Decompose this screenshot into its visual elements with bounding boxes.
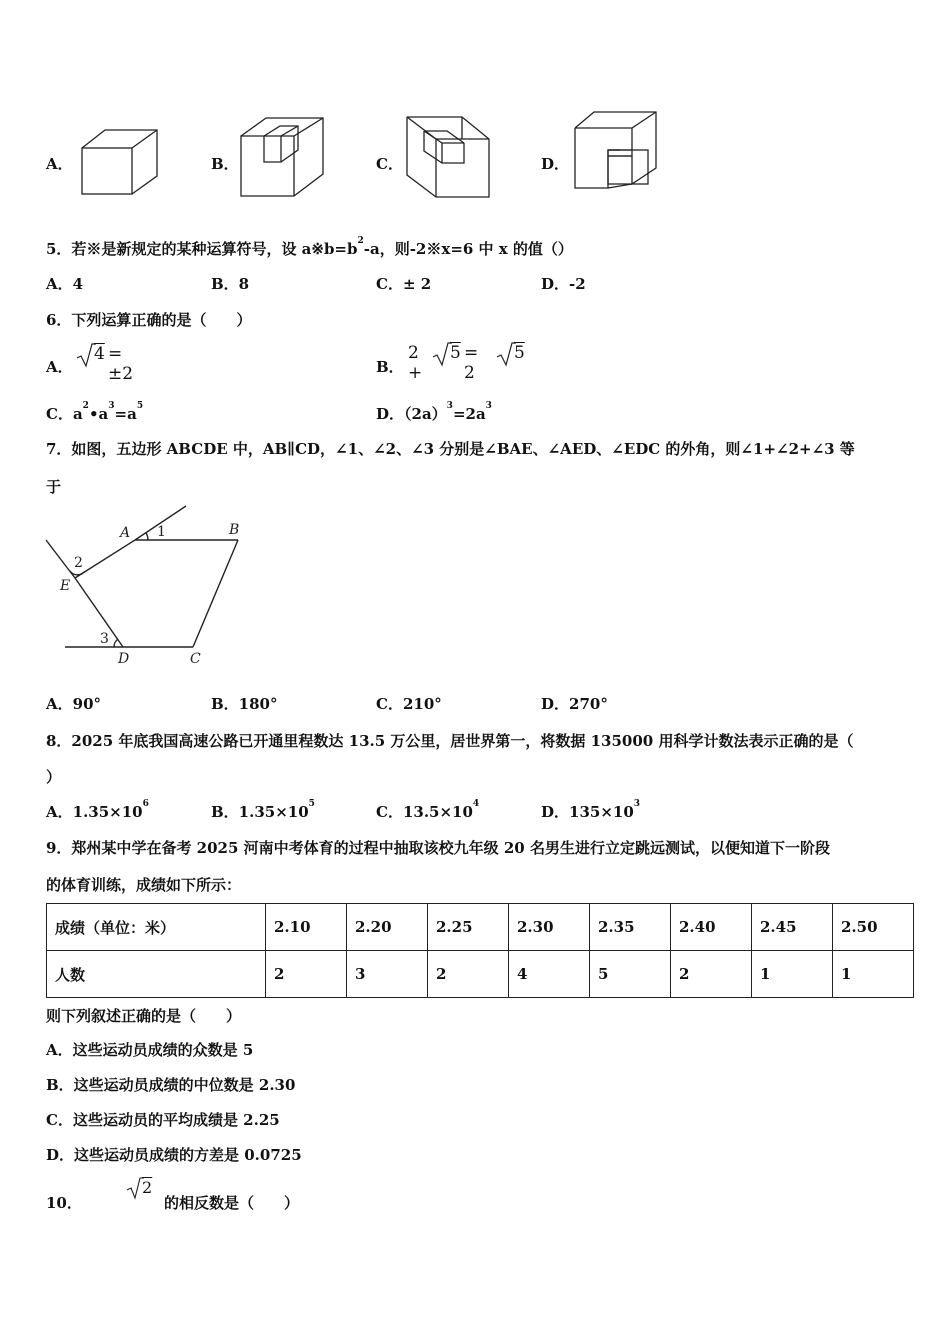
- q6-option-c[interactable]: [46, 403, 143, 424]
- q4-option-c-letter[interactable]: C．: [376, 155, 403, 173]
- q4-option-a-letter[interactable]: A．: [46, 155, 73, 173]
- q8-option-d-exp: 3: [633, 799, 641, 809]
- label-angle-2: 2: [74, 555, 83, 571]
- table-cell: 2.10: [266, 904, 347, 951]
- angle-1-arc: [146, 533, 148, 540]
- q6-option-d-exp2: 3: [485, 401, 492, 411]
- q6-option-c-exp1: 2: [82, 401, 89, 411]
- q8-option-c-exp: 4: [472, 799, 480, 809]
- table-cell: 3: [347, 951, 428, 998]
- sqrt-symbol-icon: [432, 341, 452, 367]
- q4-option-b-letter[interactable]: B．: [211, 155, 239, 173]
- pentagon-figure: [40, 500, 270, 672]
- q8-option-b-exp: 5: [308, 799, 315, 809]
- table-cell: 1: [833, 951, 914, 998]
- q7-stem-line1: 7．如图，五边形 ABCDE 中，AB∥CD，∠1、∠2、∠3 分别是∠BAE、∠AED、∠EDC 的外角，则∠1+∠2+∠3 等: [46, 440, 855, 458]
- q8-option-d-base: D．135×10: [541, 803, 634, 821]
- q9-prompt: 则下列叙述正确的是（ ）: [46, 1007, 242, 1025]
- table-cell: 5: [590, 951, 671, 998]
- q9-option-b[interactable]: B．这些运动员成绩的中位数是 2.30: [46, 1076, 296, 1094]
- table-cell: 2.40: [671, 904, 752, 951]
- q6-option-a-radicand: 4: [94, 344, 105, 364]
- q6-option-d-end: =2a: [452, 405, 486, 423]
- q6-option-b-letter: B．: [376, 358, 404, 376]
- q6-option-c-exp2: 3: [108, 401, 115, 411]
- table-cell: 2.25: [428, 904, 509, 951]
- q6-stem: 6．下列运算正确的是（ ）: [46, 311, 252, 329]
- table-cell: 2: [428, 951, 509, 998]
- q6-option-c-end: =a: [114, 405, 137, 423]
- table-cell: 1: [752, 951, 833, 998]
- q7-option-d[interactable]: D．270°: [541, 695, 608, 713]
- label-d: D: [118, 651, 130, 667]
- q9-stem-line1: 9．郑州某中学在备考 2025 河南中考体育的过程中抽取该校九年级 20 名男生进行立定跳远测试，以便知道下一阶段: [46, 839, 830, 857]
- table-cell: 4: [509, 951, 590, 998]
- q8-option-c[interactable]: [376, 801, 479, 822]
- q6-option-b-radicand2: 5: [514, 343, 525, 363]
- table-cell: 2.45: [752, 904, 833, 951]
- q5-option-c[interactable]: C．± 2: [376, 275, 432, 293]
- side-de: [75, 578, 123, 647]
- q7-stem-line2: 于: [46, 478, 62, 496]
- q6-option-b-radicand: 5: [450, 343, 461, 363]
- q8-option-b-base: B．1.35×10: [211, 803, 309, 821]
- table-cell: 成绩（单位：米）: [47, 904, 266, 951]
- side-bc: [193, 540, 238, 647]
- q4-option-d-figure: [570, 108, 662, 192]
- q5-option-b[interactable]: B．8: [211, 275, 250, 293]
- sqrt-symbol-icon: [496, 341, 516, 367]
- label-e: E: [60, 578, 71, 594]
- q8-option-c-base: C．13.5×10: [376, 803, 473, 821]
- q6-option-d-exp1: 3: [446, 401, 453, 411]
- table-cell: 2.50: [833, 904, 914, 951]
- q7-option-c[interactable]: C．210°: [376, 695, 442, 713]
- q10-number: 10．: [46, 1194, 82, 1212]
- q6-option-c-mid: •a: [88, 405, 109, 423]
- table-header-row: [47, 904, 914, 951]
- label-a: A: [120, 525, 131, 541]
- q4-option-a-figure: [78, 126, 162, 198]
- table-cell: 2.20: [347, 904, 428, 951]
- table-cell: 2: [671, 951, 752, 998]
- angle-3-arc: [114, 639, 118, 647]
- q9-option-d[interactable]: D．这些运动员成绩的方差是 0.0725: [46, 1146, 302, 1164]
- q5-stem-sup: 2: [357, 236, 364, 246]
- q10-radicand: 2: [142, 1178, 153, 1197]
- table-cell: 2: [266, 951, 347, 998]
- q8-option-a-base: A．1.35×10: [46, 803, 143, 821]
- q5-stem: [46, 238, 573, 259]
- q8-option-d[interactable]: [541, 801, 640, 822]
- table-cell: 人数: [47, 951, 266, 998]
- label-angle-1: 1: [157, 524, 166, 540]
- q6-option-d[interactable]: [376, 403, 492, 424]
- q10-stem: [46, 1176, 346, 1216]
- q8-option-b[interactable]: [211, 801, 315, 822]
- q6-option-b-lhs: 2 +: [408, 343, 423, 383]
- q6-option-a-rhs: = ±2: [108, 344, 134, 384]
- label-angle-3: 3: [100, 631, 109, 647]
- table-row: [47, 951, 914, 998]
- q5-stem-text: 5．若※是新规定的某种运算符号，设 a※b=b: [46, 240, 358, 258]
- q4-option-d-letter[interactable]: D．: [541, 155, 570, 173]
- q7-option-a[interactable]: A．90°: [46, 695, 102, 713]
- q6-option-b-mid: = 2: [464, 343, 479, 383]
- q6-option-c-text: C．a: [46, 405, 83, 423]
- q9-option-a[interactable]: A．这些运动员成绩的众数是 5: [46, 1041, 254, 1059]
- scores-table: [46, 903, 914, 998]
- q8-option-a-exp: 6: [142, 799, 149, 809]
- table-cell: 2.35: [590, 904, 671, 951]
- q6-option-a-letter: A．: [46, 358, 73, 376]
- q6-option-c-exp3: 5: [136, 401, 144, 411]
- sqrt-symbol-icon: [76, 342, 96, 368]
- q7-option-b[interactable]: B．180°: [211, 695, 278, 713]
- label-b: B: [229, 522, 240, 538]
- label-c: C: [190, 651, 201, 667]
- q6-option-d-text: D．（2a）: [376, 405, 447, 423]
- q5-stem-tail: -a，则-2※x=6 中 x 的值（）: [363, 240, 573, 258]
- q5-option-a[interactable]: A．4: [46, 275, 84, 293]
- q8-option-a[interactable]: [46, 801, 149, 822]
- table-cell: 2.30: [509, 904, 590, 951]
- q5-option-d[interactable]: D．-2: [541, 275, 586, 293]
- q8-stem-line2: ）: [46, 768, 62, 786]
- q4-option-c-figure: [402, 113, 494, 201]
- q8-stem-line1: 8．2025 年底我国高速公路已开通里程数达 13.5 万公里，居世界第一，将数据 135000 用科学计数法表示正确的是（: [46, 732, 854, 750]
- q4-option-b-figure: [236, 114, 328, 200]
- q10-tail: 的相反数是（ ）: [164, 1194, 300, 1212]
- q9-option-c[interactable]: C．这些运动员的平均成绩是 2.25: [46, 1111, 280, 1129]
- q9-stem-line2: 的体育训练，成绩如下所示：: [46, 876, 242, 894]
